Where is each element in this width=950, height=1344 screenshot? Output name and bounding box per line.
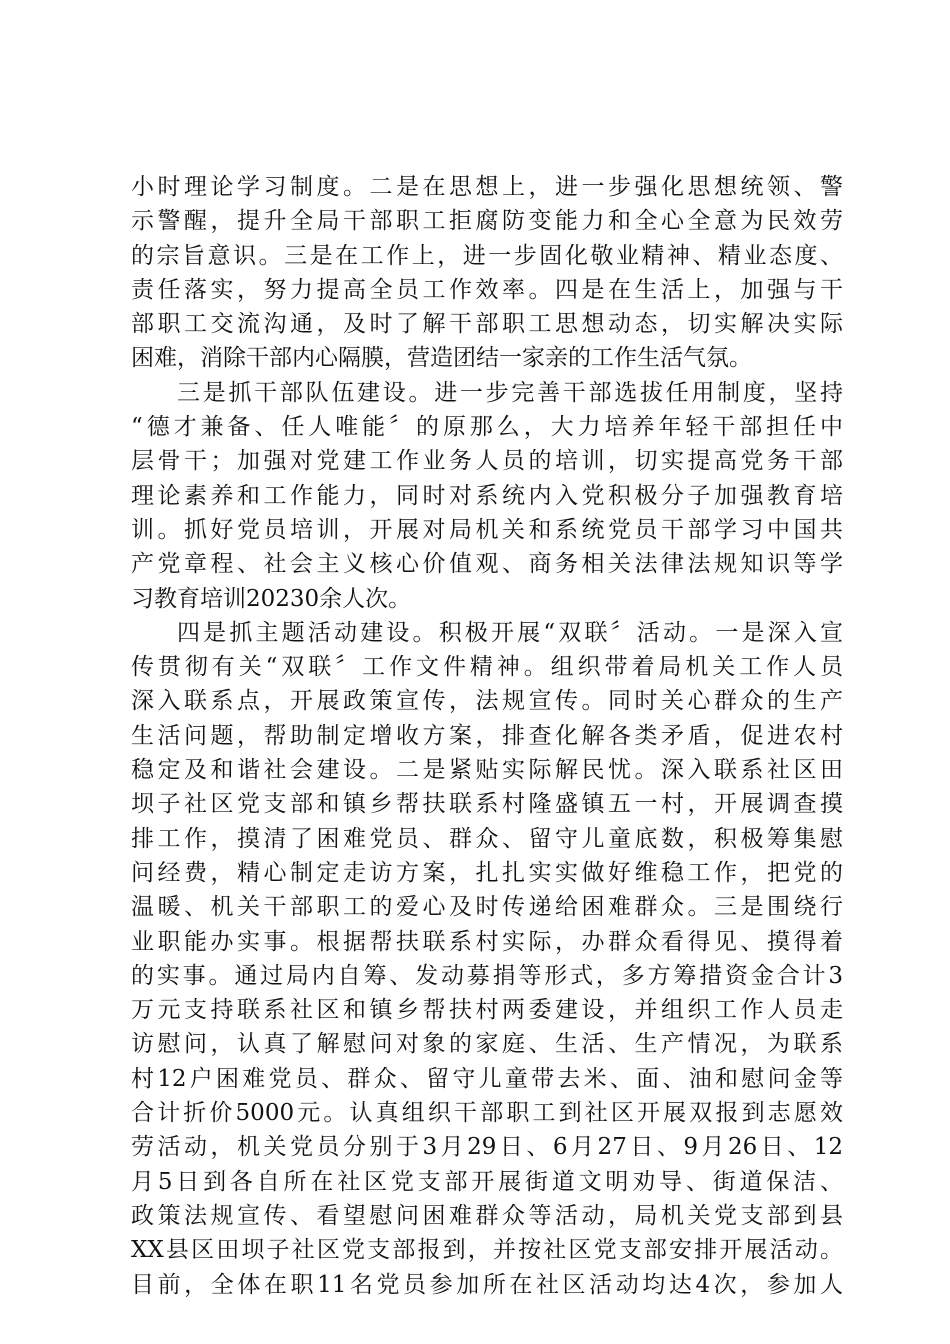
text-line: 产党章程、社会主义核心价值观、商务相关法律法规知识等学 bbox=[131, 551, 843, 578]
text-line: 三是抓干部队伍建设。进一步完善干部选拔任用制度，坚持 bbox=[177, 379, 843, 406]
paragraph-3 bbox=[131, 616, 843, 1302]
paragraph-1 bbox=[131, 170, 843, 376]
text-line: 合计折价5000元。认真组织干部职工到社区开展双报到志愿效 bbox=[131, 1100, 843, 1127]
text-line: 部职工交流沟通，及时了解干部职工思想动态，切实解决实际 bbox=[131, 311, 843, 338]
text-line: 的实事。通过局内自筹、发动募捐等形式，多方筹措资金合计3 bbox=[131, 962, 843, 989]
paragraph-2 bbox=[131, 376, 843, 616]
text-line: 训。抓好党员培训，开展对局机关和系统党员干部学习中国共 bbox=[131, 516, 843, 543]
text-line: 生活问题，帮助制定增收方案，排查化解各类矛盾，促进农村 bbox=[131, 722, 843, 749]
text-line: 坝子社区党支部和镇乡帮扶联系村隆盛镇五一村，开展调查摸 bbox=[131, 791, 843, 818]
text-line: 的宗旨意识。三是在工作上，进一步固化敬业精神、精业态度、 bbox=[131, 242, 843, 269]
text-line: 层骨干；加强对党建工作业务人员的培训，切实提高党务干部 bbox=[131, 448, 843, 475]
text-line: 责任落实，努力提高全员工作效率。四是在生活上，加强与干 bbox=[131, 276, 843, 303]
text-line: 深入联系点，开展政策宣传，法规宣传。同时关心群众的生产 bbox=[131, 688, 843, 715]
text-line: 困难，消除干部内心隔膜，营造团结一家亲的工作生活气氛。 bbox=[131, 345, 752, 372]
text-line: 月5日到各自所在社区党支部开展街道文明劝导、街道保洁、 bbox=[131, 1168, 843, 1195]
text-line: 访慰问，认真了解慰问对象的家庭、生活、生产情况，为联系 bbox=[131, 1031, 843, 1058]
text-line: 政策法规宣传、看望慰问困难群众等活动，局机关党支部到县 bbox=[131, 1202, 843, 1229]
text-line: 万元支持联系社区和镇乡帮扶村两委建设，并组织工作人员走 bbox=[131, 997, 843, 1024]
text-line: 劳活动，机关党员分别于3月29日、6月27日、9月26日、12 bbox=[131, 1134, 843, 1161]
text-line: XX县区田坝子社区党支部报到，并按社区党支部安排开展活动。 bbox=[131, 1237, 843, 1264]
text-line: 理论素养和工作能力，同时对系统内入党积极分子加强教育培 bbox=[131, 482, 843, 509]
text-line: 目前，全体在职11名党员参加所在社区活动均达4次，参加人 bbox=[131, 1271, 843, 1298]
text-line: 传贯彻有关“双联〞工作文件精神。组织带着局机关工作人员 bbox=[131, 654, 843, 681]
text-line: 村12户困难党员、群众、留守儿童带去米、面、油和慰问金等 bbox=[131, 1065, 843, 1092]
text-line: 排工作，摸清了困难党员、群众、留守儿童底数，积极筹集慰 bbox=[131, 825, 843, 852]
text-line: “德才兼备、任人唯能〞的原那么，大力培养年轻干部担任中 bbox=[131, 414, 843, 441]
text-line: 业职能办实事。根据帮扶联系村实际，办群众看得见、摸得着 bbox=[131, 928, 843, 955]
text-line: 问经费，精心制定走访方案，扎扎实实做好维稳工作，把党的 bbox=[131, 859, 843, 886]
text-line: 四是抓主题活动建设。积极开展“双联〞活动。一是深入宣 bbox=[177, 619, 843, 646]
document-body bbox=[131, 170, 843, 1302]
text-line: 习教育培训20230余人次。 bbox=[131, 585, 412, 612]
text-line: 示警醒，提升全局干部职工拒腐防变能力和全心全意为民效劳 bbox=[131, 208, 843, 235]
text-line: 稳定及和谐社会建设。二是紧贴实际解民忧。深入联系社区田 bbox=[131, 757, 843, 784]
text-line: 小时理论学习制度。二是在思想上，进一步强化思想统领、警 bbox=[131, 174, 843, 200]
text-line: 温暖、机关干部职工的爱心及时传递给困难群众。三是围绕行 bbox=[131, 894, 843, 921]
